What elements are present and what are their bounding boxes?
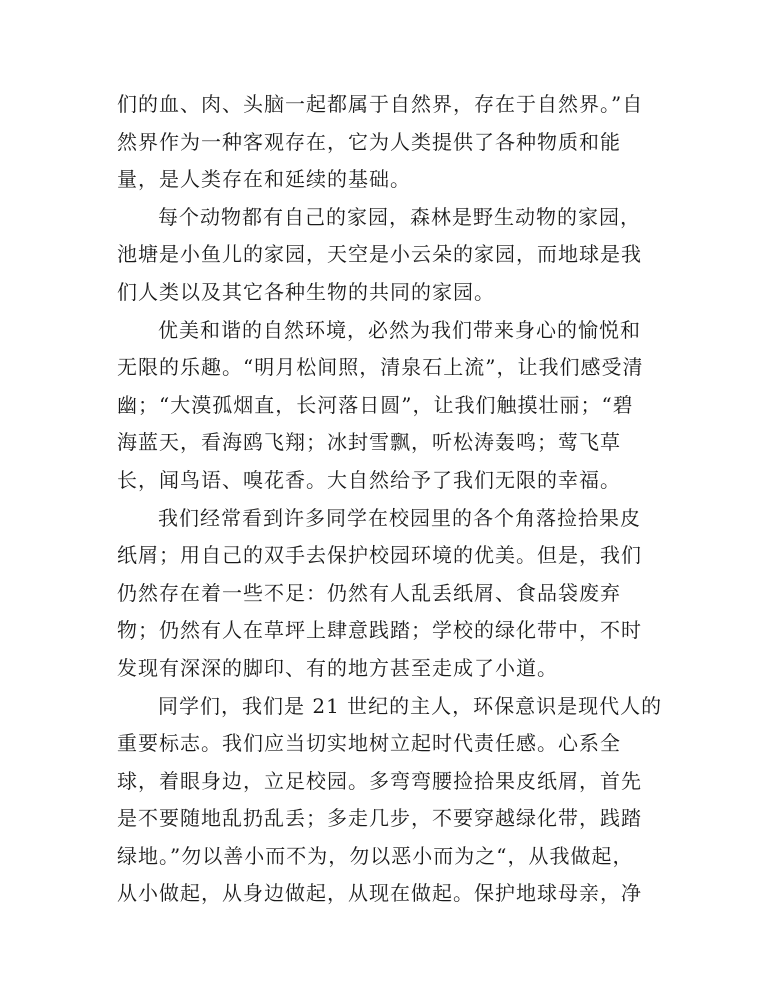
text-line: 们的血、肉、头脑一起都属于自然界，存在于自然界。”自	[117, 92, 644, 116]
text-line: 物；仍然有人在草坪上肆意践踏；学校的绿化带中，不时	[117, 618, 642, 643]
text-line: 然界作为一种客观存在，它为人类提供了各种物质和能	[117, 129, 621, 154]
text-line: 从小做起，从身边做起，从现在做起。保护地球母亲，净	[117, 881, 642, 906]
text-line: 幽；“大漠孤烟直，长河落日圆”，让我们触摸壮丽；“碧	[117, 392, 634, 417]
text-line: 纸屑；用自己的双手去保护校园环境的优美。但是，我们	[117, 543, 642, 568]
paragraph-first-line: 每个动物都有自己的家园，森林是野生动物的家园，	[158, 204, 641, 229]
paragraph-first-line: 同学们，我们是 21 世纪的主人，环保意识是现代人的	[158, 693, 663, 718]
text-line: 球，着眼身边，立足校园。多弯弯腰捡拾果皮纸屑，首先	[117, 768, 642, 793]
text-line: 仍然存在着一些不足：仍然有人乱丢纸屑、食品袋废弃	[117, 580, 621, 605]
text-line: 海蓝天，看海鸥飞翔；冰封雪飘，听松涛轰鸣；莺飞草	[117, 430, 621, 455]
text-line: 无限的乐趣。“明月松间照，清泉石上流”，让我们感受清	[117, 355, 644, 380]
text-line: 量，是人类存在和延续的基础。	[117, 167, 411, 192]
text-line: 重要标志。我们应当切实地树立起时代责任感。心系全	[117, 731, 621, 756]
text-line: 是不要随地乱扔乱丢；多走几步，不要穿越绿化带，践踏	[117, 806, 642, 831]
text-line: 长，闻鸟语、嗅花香。大自然给予了我们无限的幸福。	[117, 467, 621, 492]
text-line: 绿地。”勿以善小而不为，勿以恶小而为之“，从我做起，	[117, 843, 634, 868]
text-line: 发现有深深的脚印、有的地方甚至走成了小道。	[117, 655, 558, 680]
paragraph-first-line: 我们经常看到许多同学在校园里的各个角落捡拾果皮	[158, 505, 641, 530]
text-line: 池塘是小鱼儿的家园，天空是小云朵的家园，而地球是我	[117, 242, 642, 267]
paragraph-first-line: 优美和谐的自然环境，必然为我们带来身心的愉悦和	[158, 317, 641, 342]
text-line: 们人类以及其它各种生物的共同的家园。	[117, 279, 495, 304]
body-text	[117, 86, 663, 913]
